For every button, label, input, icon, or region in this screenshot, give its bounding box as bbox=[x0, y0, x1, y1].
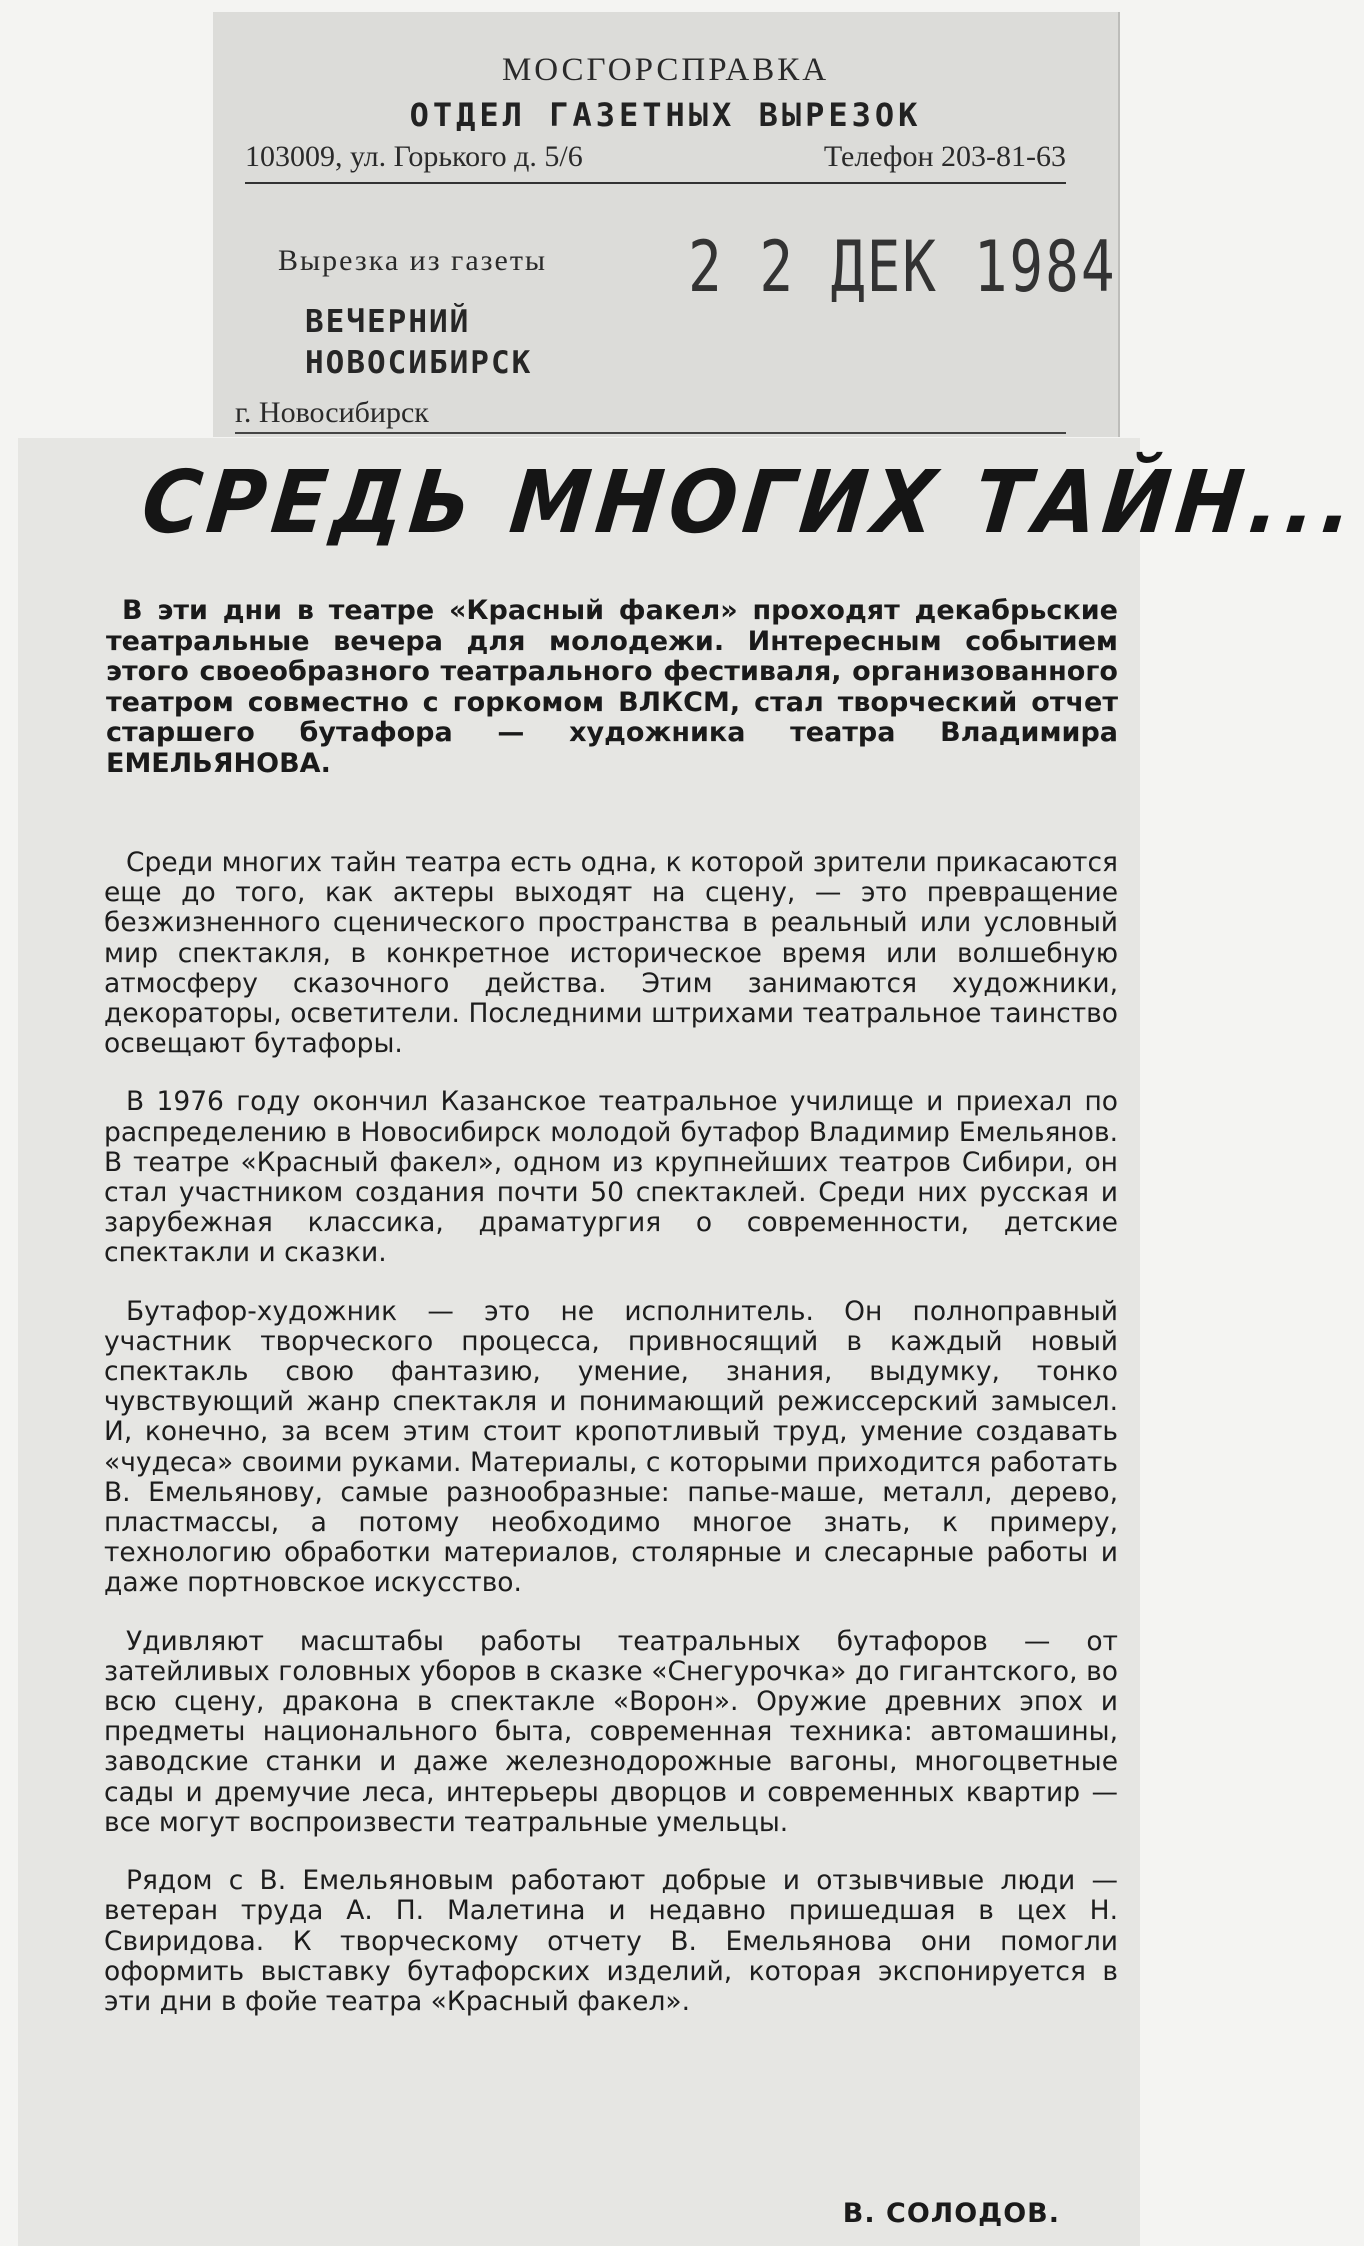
article-paragraph: Рядом с В. Емельяновым работают добрые и отзывчивые люди — ветеран труда А. П. Малетина и недавно пришедшая в цех Н. Свиридова. К творческому отчету В. Емельянова они помогли оформить выставку бутафорских изделий, которая экспонируется в эти дни в фойе театра «Красный факел». bbox=[104, 1865, 1118, 2017]
service-phone: Телефон 203-81-63 bbox=[823, 140, 1066, 173]
article-signature: В. СОЛОДОВ. bbox=[842, 2198, 1060, 2229]
article-paragraph: Удивляют масштабы работы театральных бутафоров — от затейливых головных уборов в сказке «Снегурочка» до гигантского, во всю сцену, дракона в спектакле «Ворон». Оружие древних эпох и предметы национального быта, современная техника: автомашины, заводские станки и даже железнодорожные вагоны, многоцветные сады и дремучие леса, интерьеры дворцов и современных квартир — все могут воспроизвести театральные умельцы. bbox=[104, 1625, 1118, 1838]
service-name: МОСГОРСПРАВКА bbox=[501, 52, 830, 88]
department-name: ОТДЕЛ ГАЗЕТНЫХ ВЫРЕЗОК bbox=[409, 96, 922, 134]
header-divider bbox=[245, 182, 1066, 184]
article-headline: СРЕДЬ МНОГИХ ТАЙН... bbox=[137, 452, 1364, 553]
clipping-service-header bbox=[213, 12, 1120, 437]
service-address: 103009, ул. Горького д. 5/6 bbox=[245, 140, 583, 173]
newspaper-name-line2: НОВОСИБИРСК bbox=[305, 345, 533, 381]
article-paragraph: Среди многих тайн театра есть одна, к которой зрители прикасаются еще до того, как актеры выходят на сцену, — это превращение безжизненного сценического пространства в реальный или условный мир спектакля, в конкретное историческое время или волшебную атмосферу сказочного действа. Этим занимаются художники, декораторы, осветители. Последними штрихами театральное таинство освещают бутафоры. bbox=[104, 847, 1118, 1060]
cutting-label: Вырезка из газеты bbox=[278, 244, 548, 277]
city-underline bbox=[235, 432, 1066, 434]
article-lead: В эти дни в театре «Красный факел» проходят декабрьские театральные вечера для молодежи. Интересным событием этого своеобразного театрального фестиваля, организованного театром совместно с горкомом ВЛКСМ, стал творческий отчет старшего бутафора — художника театра Владимира ЕМЕЛЬЯНОВА. bbox=[106, 595, 1118, 779]
newspaper-name-line1: ВЕЧЕРНИЙ bbox=[305, 304, 471, 340]
newspaper-clipping bbox=[18, 438, 1364, 2246]
article-body bbox=[104, 848, 1118, 2045]
article-paragraph: В 1976 году окончил Казанское театральное училище и приехал по распределению в Новосибирск молодой бутафор Владимир Емельянов. В театре «Красный факел», одном из крупнейших театров Сибири, он стал участником создания почти 50 спектаклей. Среди них русская и зарубежная классика, драматургия о современности, детские спектакли и сказки. bbox=[104, 1086, 1118, 1269]
newspaper-name bbox=[305, 302, 532, 384]
article-paragraph: Бутафор-художник — это не исполнитель. Он полноправный участник творческого процесса, привносящий в каждый новый спектакль свою фантазию, умение, знания, выдумку, тонко чувствующий жанр спектакля и понимающий режиссерский замысел. И, конечно, за всем этим стоит кропотливый труд, умение создавать «чудеса» своими руками. Материалы, с которыми приходится работать В. Емельянову, самые разнообразные: папье-маше, металл, дерево, пластмассы, а потому необходимо многое знать, к примеру, технологию обработки материалов, столярные и слесарные работы и даже портновское искусство. bbox=[104, 1295, 1118, 1599]
newspaper-city: г. Новосибирск bbox=[235, 396, 429, 429]
date-stamp: 2 2 ДЕК 1984 bbox=[688, 227, 1117, 309]
